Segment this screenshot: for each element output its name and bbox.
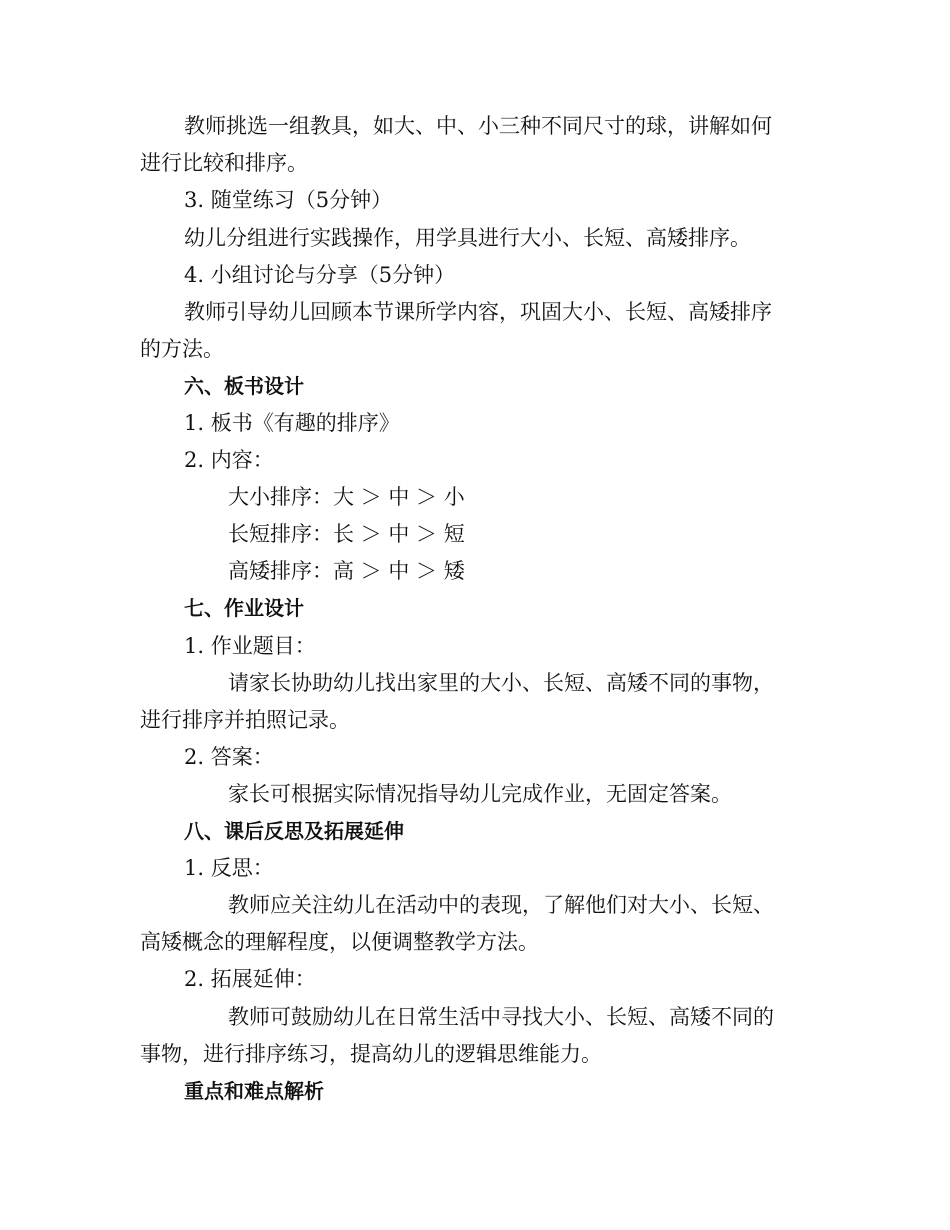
paragraph-line: 进行排序并拍照记录。 <box>140 708 350 732</box>
section-heading: 重点和难点解析 <box>184 1079 324 1103</box>
sort-rule-line: 长短排序：长 ＞ 中 ＞ 短 <box>228 522 465 546</box>
list-item: 1. 板书《有趣的排序》 <box>184 411 400 435</box>
list-item: 2. 拓展延伸： <box>184 967 316 991</box>
paragraph-line: 幼儿分组进行实践操作，用学具进行大小、长短、高矮排序。 <box>184 226 751 250</box>
list-item: 1. 作业题目： <box>184 634 316 658</box>
paragraph-line: 教师可鼓励幼儿在日常生活中寻找大小、长短、高矮不同的 <box>228 1005 774 1029</box>
paragraph-line: 教师引导幼儿回顾本节课所学内容，巩固大小、长短、高矮排序 <box>184 300 772 324</box>
paragraph-line: 教师挑选一组教具，如大、中、小三种不同尺寸的球，讲解如何 <box>184 114 772 138</box>
paragraph-line: 高矮概念的理解程度，以便调整教学方法。 <box>140 930 539 954</box>
paragraph-line: 进行比较和排序。 <box>140 151 308 175</box>
paragraph-line: 的方法。 <box>140 337 224 361</box>
section-heading: 六、板书设计 <box>184 374 304 398</box>
paragraph-line: 事物，进行排序练习，提高幼儿的逻辑思维能力。 <box>140 1042 602 1066</box>
list-item: 3. 随堂练习（5分钟） <box>184 188 393 212</box>
sort-rule-line: 大小排序：大 ＞ 中 ＞ 小 <box>228 485 465 509</box>
list-item: 2. 内容： <box>184 448 274 472</box>
list-item: 2. 答案： <box>184 745 274 769</box>
list-item: 1. 反思： <box>184 856 274 880</box>
list-item: 4. 小组讨论与分享（5分钟） <box>184 263 456 287</box>
section-heading: 八、课后反思及拓展延伸 <box>184 819 404 843</box>
paragraph-line: 家长可根据实际情况指导幼儿完成作业，无固定答案。 <box>228 782 732 806</box>
section-heading: 七、作业设计 <box>184 596 304 620</box>
paragraph-line: 教师应关注幼儿在活动中的表现，了解他们对大小、长短、 <box>228 893 774 917</box>
paragraph-line: 请家长协助幼儿找出家里的大小、长短、高矮不同的事物， <box>228 671 774 695</box>
sort-rule-line: 高矮排序：高 ＞ 中 ＞ 矮 <box>228 559 465 583</box>
